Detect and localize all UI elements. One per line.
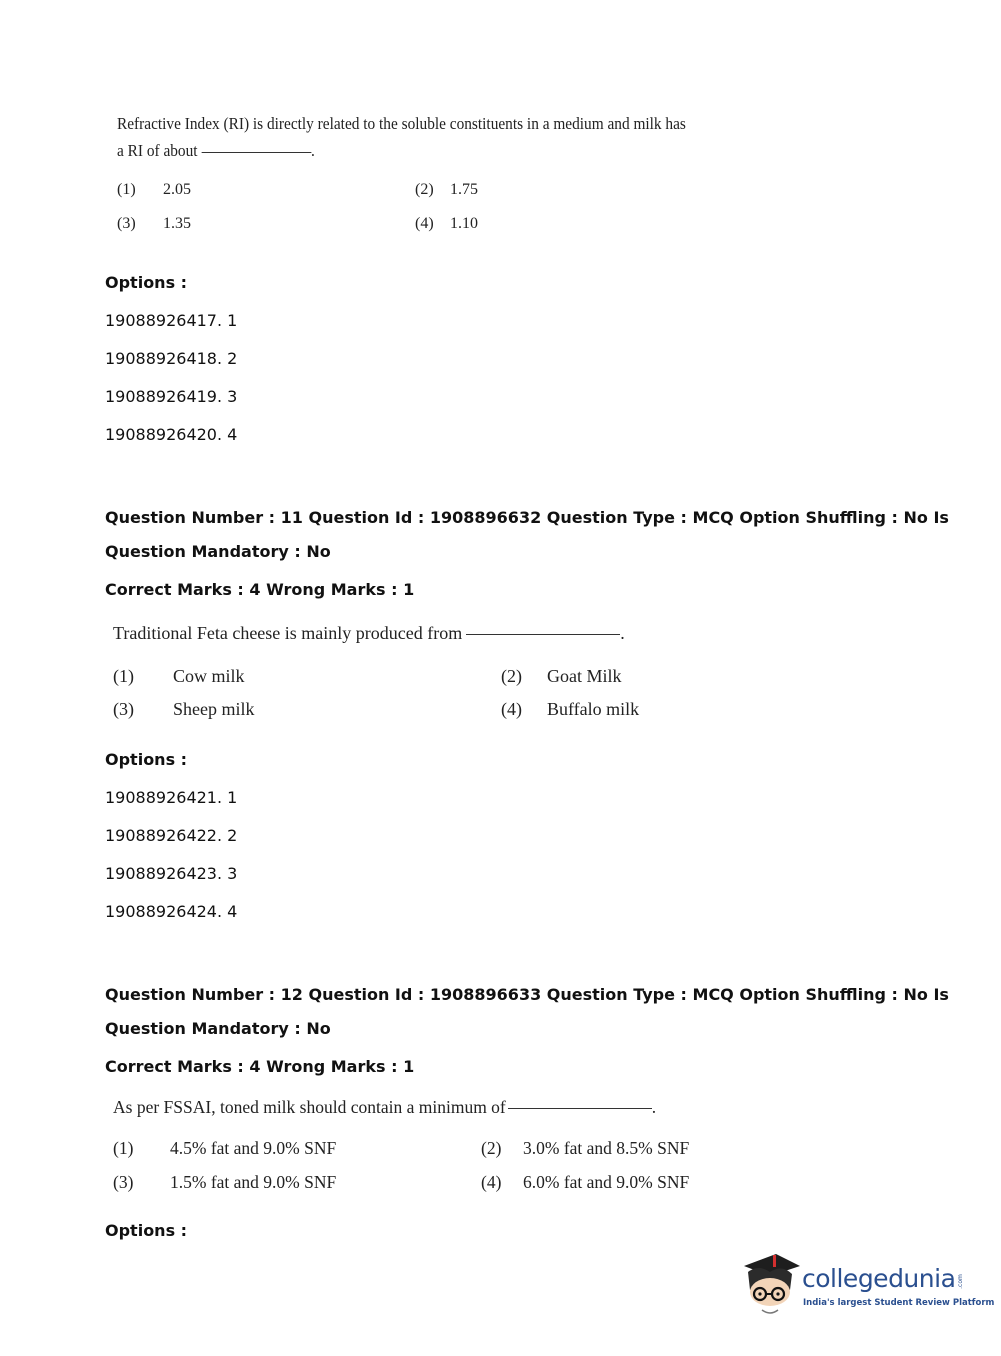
q12-choice-4 [481, 1172, 690, 1193]
choice-text: 2.05 [163, 181, 191, 198]
q11-choice-2 [501, 666, 622, 687]
logo-suffix-wrap [956, 1268, 971, 1296]
stem-period: . [651, 1097, 657, 1117]
q11-marks: Correct Marks : 4 Wrong Marks : 1 [105, 580, 415, 599]
choice-text: 3.0% fat and 8.5% SNF [523, 1138, 690, 1158]
stem-period: . [311, 141, 315, 160]
choice-number: (3) [113, 699, 134, 719]
choice-text: Cow milk [173, 666, 245, 686]
q11-option-3: 19088926423. 3 [105, 864, 238, 883]
q10-option-2: 19088926418. 2 [105, 349, 238, 368]
q11-choice-1 [113, 666, 245, 687]
q11-choice-4 [501, 699, 640, 720]
q12-options-label: Options : [105, 1221, 188, 1240]
logo-suffix: .com [956, 1274, 964, 1289]
q11-stem [113, 623, 625, 644]
choice-number: (2) [501, 666, 522, 686]
answer-blank [466, 634, 620, 635]
choice-number: (2) [415, 181, 434, 198]
mascot-icon [740, 1250, 802, 1316]
q10-option-3: 19088926419. 3 [105, 387, 238, 406]
choice-number: (2) [481, 1138, 502, 1158]
choice-text: Goat Milk [547, 666, 622, 686]
choice-number: (4) [415, 215, 434, 232]
logo-name: collegedunia [802, 1264, 956, 1293]
q11-option-4: 19088926424. 4 [105, 902, 238, 921]
choice-number: (1) [113, 666, 134, 686]
choice-text: 1.10 [450, 215, 478, 232]
choice-text: Buffalo milk [547, 699, 640, 719]
q11-stem-text: Traditional Feta cheese is mainly produced from [113, 623, 463, 643]
q10-stem-line2 [117, 141, 315, 161]
choice-text: 6.0% fat and 9.0% SNF [523, 1172, 690, 1192]
q11-header-line2: Question Mandatory : No [105, 542, 331, 561]
choice-number: (1) [113, 1138, 134, 1158]
q10-stem-line1: Refractive Index (RI) is directly related to the soluble constituents in a medium and milk has [117, 114, 686, 133]
q11-choice-3 [113, 699, 255, 720]
choice-text: Sheep milk [173, 699, 255, 719]
q10-choice-3 [117, 215, 191, 233]
choice-number: (3) [113, 1172, 134, 1192]
q10-choice-1 [117, 181, 191, 199]
choice-text: 4.5% fat and 9.0% SNF [170, 1138, 337, 1158]
q10-option-1: 19088926417. 1 [105, 311, 238, 330]
q12-stem [113, 1097, 656, 1118]
q12-stem-text: As per FSSAI, toned milk should contain a minimum of [113, 1097, 506, 1117]
choice-number: (4) [501, 699, 522, 719]
q12-choice-2 [481, 1138, 690, 1159]
answer-blank [201, 152, 311, 153]
choice-number: (3) [117, 215, 136, 232]
choice-text: 1.35 [163, 215, 191, 232]
q12-header-line1: Question Number : 12 Question Id : 1908896633 Question Type : MCQ Option Shuffling : No Is [105, 985, 949, 1004]
choice-number: (4) [481, 1172, 502, 1192]
logo-tagline: India's largest Student Review Platform [803, 1298, 995, 1308]
answer-blank [508, 1108, 652, 1109]
collegedunia-logo [740, 1250, 995, 1320]
q10-choice-4 [415, 215, 478, 233]
q11-options-label: Options : [105, 750, 188, 769]
q12-marks: Correct Marks : 4 Wrong Marks : 1 [105, 1057, 415, 1076]
q11-option-2: 19088926422. 2 [105, 826, 238, 845]
q12-choice-3 [113, 1172, 337, 1193]
q10-stem-text: a RI of about [117, 141, 198, 160]
stem-period: . [620, 623, 625, 643]
choice-text: 1.75 [450, 181, 478, 198]
choice-number: (1) [117, 181, 136, 198]
q10-options-label: Options : [105, 273, 188, 292]
q10-option-4: 19088926420. 4 [105, 425, 238, 444]
q10-choice-2 [415, 181, 478, 199]
q11-header-line1: Question Number : 11 Question Id : 1908896632 Question Type : MCQ Option Shuffling : No Is [105, 508, 949, 527]
q11-option-1: 19088926421. 1 [105, 788, 238, 807]
q12-header-line2: Question Mandatory : No [105, 1019, 331, 1038]
q12-choice-1 [113, 1138, 337, 1159]
choice-text: 1.5% fat and 9.0% SNF [170, 1172, 337, 1192]
